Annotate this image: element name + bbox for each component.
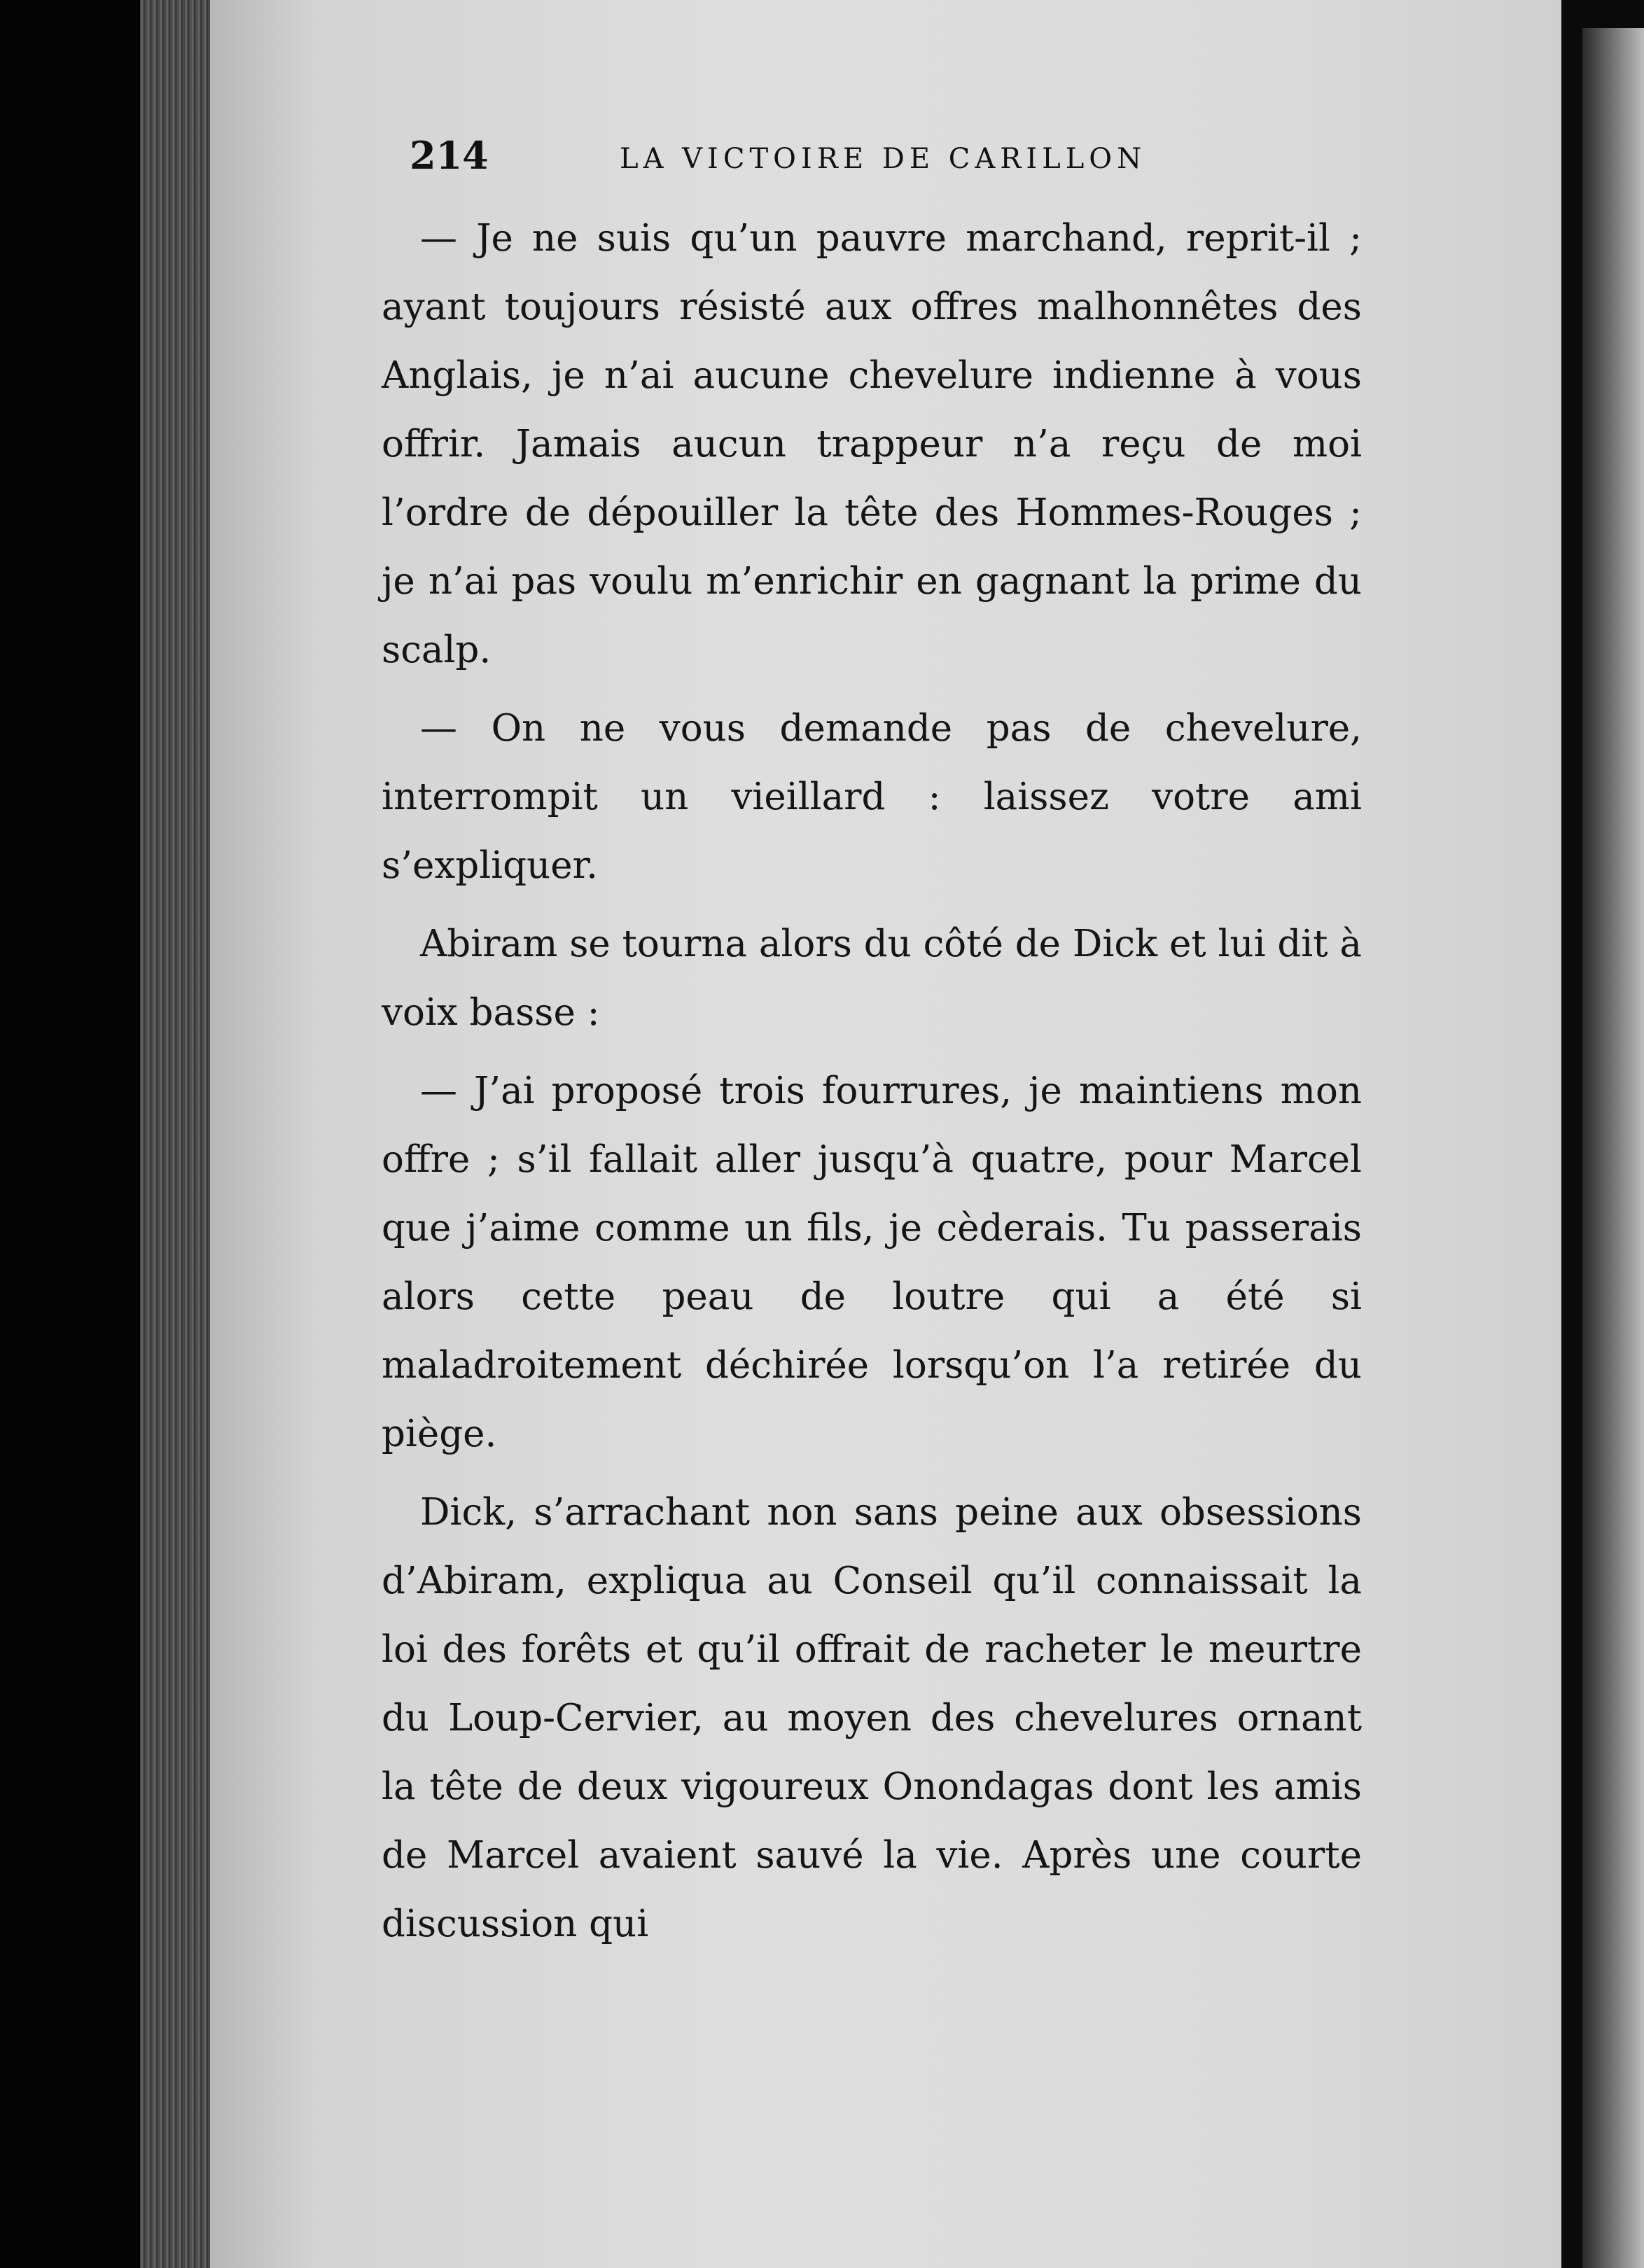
adjacent-page-strip	[1561, 0, 1644, 2268]
paragraph: — On ne vous demande pas de chevelure, interrompit un vieillard : laissez votre ami s’expliquer.	[382, 707, 1362, 887]
paragraph: — Je ne suis qu’un pauvre marchand, reprit-il ; ayant toujours résisté aux offres malhonnêtes des Anglais, je n’ai aucune chevelure indienne à vous offrir. Jamais aucun trappeur n’a reçu de moi l’ordre de dépouiller la tête des Hommes-Rouges ; je n’ai pas voulu m’enrichir en gagnant la prime du scalp.	[382, 217, 1362, 671]
running-title: LA VICTOIRE DE CARILLON	[620, 143, 1147, 175]
paragraph: Abiram se tourna alors du côté de Dick et lui dit à voix basse :	[382, 923, 1362, 1034]
paragraph: Dick, s’arrachant non sans peine aux obsessions d’Abiram, expliqua au Conseil qu’il connaissait la loi des forêts et qu’il offrait de racheter le meurtre du Loup-Cervier, au moyen des chevelures ornant la tête de deux vigoureux Onondagas dont les amis de Marcel avaient sauvé la vie. Après une courte discussion qui	[382, 1491, 1362, 1945]
book-page-edges	[140, 0, 217, 2268]
paragraph: — J’ai proposé trois fourrures, je maintiens mon offre ; s’il fallait aller jusqu’à quatre, pour Marcel que j’aime comme un fils, je cèderais. Tu passerais alors cette peau de loutre qui a été si maladroitement déchirée lorsqu’on l’a retirée du piège.	[382, 1070, 1362, 1455]
page-header	[410, 133, 1341, 196]
page-number: 214	[410, 133, 489, 178]
body-text	[382, 204, 1362, 1968]
adjacent-page-edge	[1582, 28, 1644, 2268]
